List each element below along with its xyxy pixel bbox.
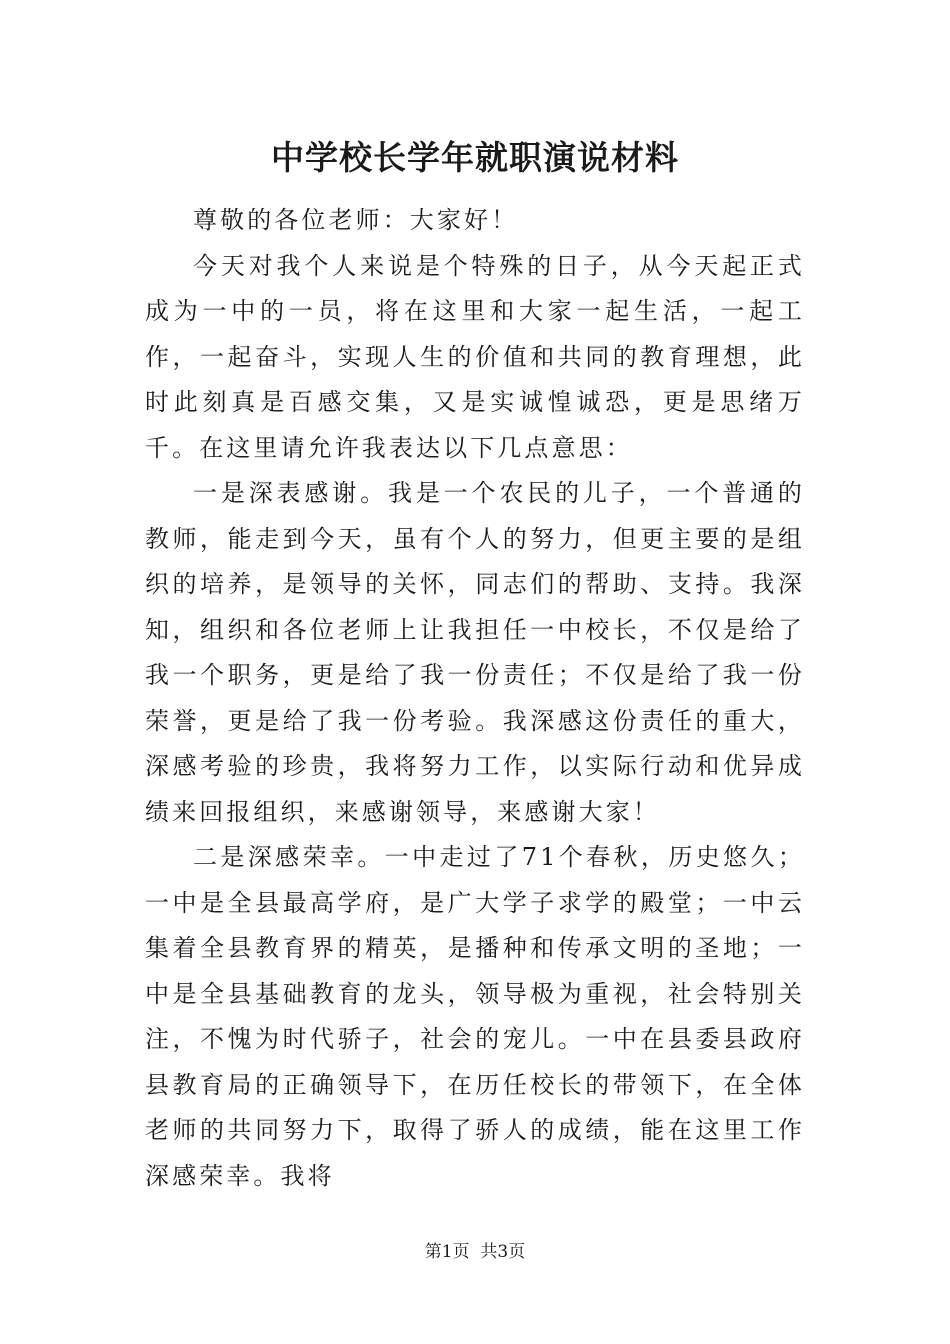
paragraph-greeting: 尊敬的各位老师：大家好！ [193, 206, 519, 234]
paragraph-honor: 二是深感荣幸。一中走过了71个春秋，历史悠久；一中是全县最高学府，是广大学子求学的殿堂；一中云集着全县教育界的精英，是播种和传承文明的圣地；一中是全县基础教育的龙头，领导极为重视，社会特别关注，不愧为时代骄子，社会的宠儿。一中在县委县政府县教育局的正确领导下，在历任校长的带领下，在全体老师的共同努力下，取得了骄人的成绩，能在这里工作深感荣幸。我将 [145, 843, 805, 1190]
paragraph-thanks: 一是深表感谢。我是一个农民的儿子，一个普通的教师，能走到今天，虽有个人的努力，但更主要的是组织的培养，是领导的关怀，同志们的帮助、支持。我深知，组织和各位老师上让我担任一中校长，不仅是给了我一个职务，更是给了我一份责任；不仅是给了我一份荣誉，更是给了我一份考验。我深感这份责任的重大，深感考验的珍贵，我将努力工作，以实际行动和优异成绩来回报组织，来感谢领导，来感谢大家！ [145, 479, 805, 826]
document-body [145, 198, 805, 1199]
page-footer [0, 1240, 950, 1264]
page-number: 第1页 共3页 [424, 1242, 526, 1262]
document-title: 中学校长学年就职演说材料 [271, 138, 679, 177]
paragraph-intro: 今天对我个人来说是个特殊的日子，从今天起正式成为一中的一员，将在这里和大家一起生活，一起工作，一起奋斗，实现人生的价值和共同的教育理想，此时此刻真是百感交集，又是实诚惶诚恐，更是思绪万千。在这里请允许我表达以下几点意思： [145, 251, 805, 462]
